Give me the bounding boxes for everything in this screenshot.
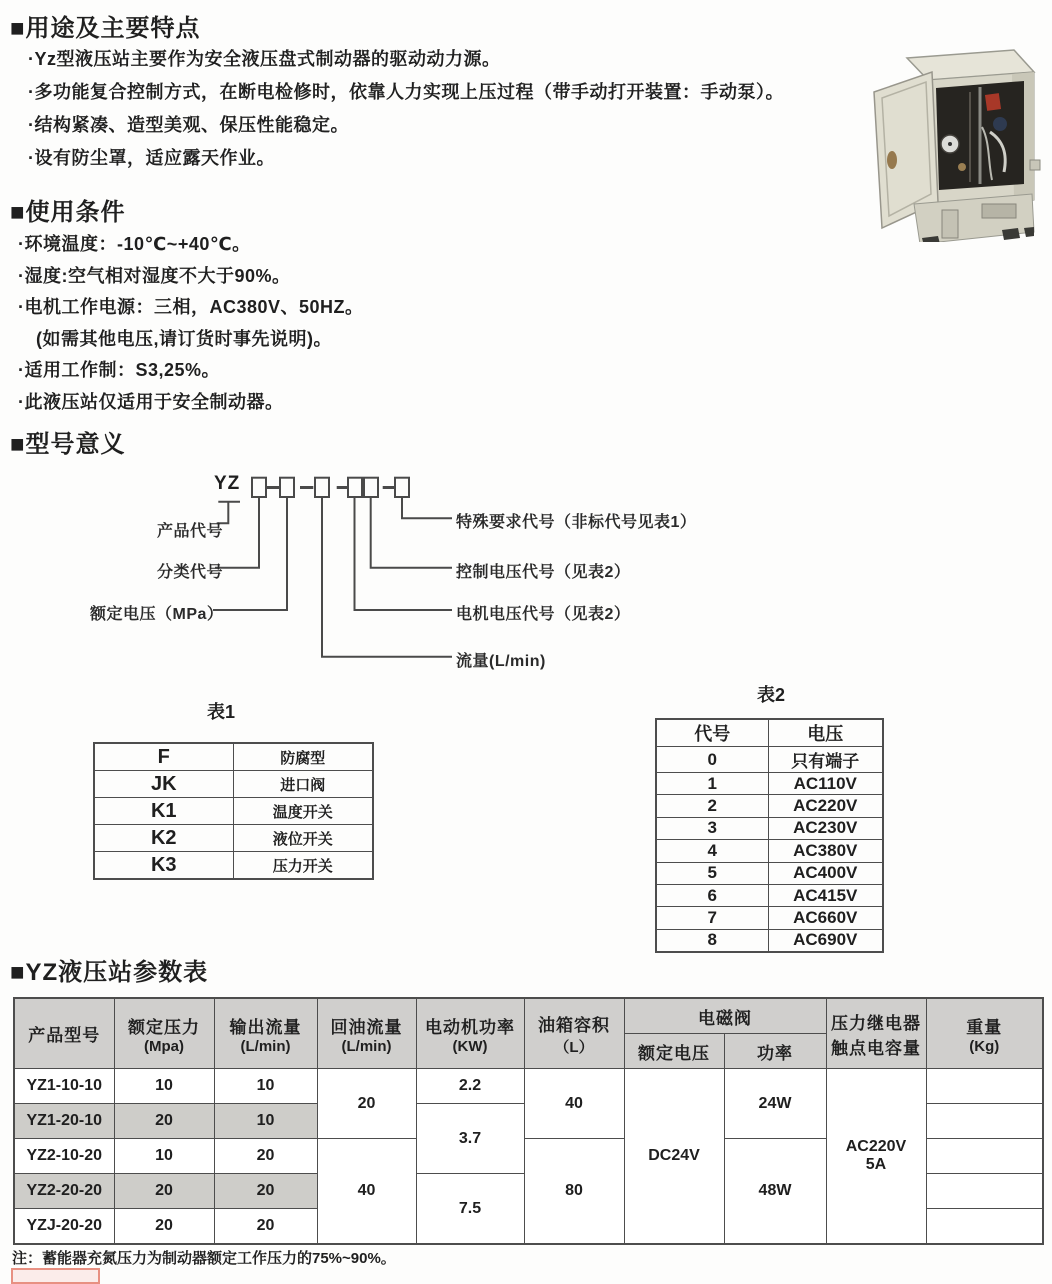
header-out-flow: 输出流量 (L/min) [214, 998, 317, 1069]
solenoid-power-cell: 24W [724, 1069, 826, 1139]
code-cell: 4 [656, 840, 768, 862]
return-flow-cell: 40 [317, 1139, 416, 1245]
pressure-cell: 20 [114, 1209, 214, 1245]
desc-cell: 防腐型 [233, 743, 373, 771]
condition-bullet: ·适用工作制：S3,25%。 [18, 360, 221, 380]
feature-bullet: ·Yz型液压站主要作为安全液压盘式制动器的驱动动力源。 [28, 49, 501, 69]
label-special-code: 特殊要求代号（非标代号见表1） [456, 514, 697, 531]
col-header: 代号 [656, 719, 768, 747]
tank-cell: 40 [524, 1069, 624, 1139]
code-cell: JK [94, 771, 233, 798]
header-relay: 压力继电器 触点电容量 [826, 998, 926, 1069]
model-cell: YZJ-20-20 [14, 1209, 114, 1245]
voltage-cell: AC400V [768, 862, 883, 884]
table-row [656, 795, 883, 817]
return-flow-cell: 20 [317, 1069, 416, 1139]
tank-cell: 80 [524, 1139, 624, 1245]
feature-bullet: ·结构紧凑、造型美观、保压性能稳定。 [28, 115, 349, 135]
condition-bullet: ·环境温度：-10℃~+40℃。 [18, 234, 251, 254]
table-row [656, 719, 883, 747]
table-row [94, 771, 373, 798]
table-note: 注：蓄能器充氮压力为制动器额定工作压力的75%~90%。 [12, 1250, 396, 1267]
section-title-model-meaning: ■型号意义 [10, 431, 126, 458]
code-cell: 1 [656, 773, 768, 795]
label-control-voltage-code: 控制电压代号（见表2） [456, 564, 631, 581]
desc-cell: 进口阀 [233, 771, 373, 798]
voltage-cell: AC110V [768, 773, 883, 795]
table-row [656, 862, 883, 884]
section-title-params: ■YZ液压站参数表 [10, 959, 209, 986]
model-cell: YZ2-20-20 [14, 1174, 114, 1209]
label-rated-pressure: 额定电压（MPa） [90, 606, 224, 623]
header-solenoid-power: 功率 [724, 1034, 826, 1069]
table-row [656, 907, 883, 929]
motor-power-cell: 2.2 [416, 1069, 524, 1104]
condition-bullet: ·湿度:空气相对湿度不大于90%。 [18, 266, 291, 286]
model-cell: YZ1-20-10 [14, 1104, 114, 1139]
section-title-features: ■用途及主要特点 [10, 15, 201, 42]
voltage-cell: AC690V [768, 929, 883, 952]
table-row [656, 817, 883, 839]
voltage-cell: AC380V [768, 840, 883, 862]
out-flow-cell: 20 [214, 1139, 317, 1174]
header-tank: 油箱容积 （L） [524, 998, 624, 1069]
code-cell: 3 [656, 817, 768, 839]
table-row [94, 743, 373, 771]
code-cell: 5 [656, 862, 768, 884]
weight-cell-empty [926, 1174, 1043, 1209]
label-flow: 流量(L/min) [456, 653, 546, 670]
relay-cell: AC220V 5A [826, 1069, 926, 1245]
table1-special-codes [93, 742, 374, 880]
solenoid-voltage-cell: DC24V [624, 1069, 724, 1245]
label-class-code: 分类代号 [157, 564, 224, 581]
voltage-cell: AC415V [768, 884, 883, 906]
out-flow-cell: 10 [214, 1104, 317, 1139]
header-solenoid-voltage: 额定电压 [624, 1034, 724, 1069]
table1-caption: 表1 [207, 702, 236, 722]
weight-cell-empty [926, 1104, 1043, 1139]
code-cell: 0 [656, 747, 768, 773]
table-row [656, 773, 883, 795]
table-row [14, 1069, 1043, 1104]
condition-bullet: ·此液压站仅适用于安全制动器。 [18, 392, 284, 412]
table-row [656, 840, 883, 862]
code-cell: K1 [94, 798, 233, 825]
code-cell: F [94, 743, 233, 771]
motor-power-cell: 3.7 [416, 1104, 524, 1174]
desc-cell: 压力开关 [233, 852, 373, 880]
header-weight: 重量 (Kg) [926, 998, 1043, 1069]
solenoid-power-cell: 48W [724, 1139, 826, 1245]
table-row [94, 852, 373, 880]
pressure-cell: 20 [114, 1174, 214, 1209]
voltage-cell: 只有端子 [768, 747, 883, 773]
pressure-cell: 20 [114, 1104, 214, 1139]
out-flow-cell: 20 [214, 1209, 317, 1245]
table-row [656, 884, 883, 906]
table-row [94, 825, 373, 852]
model-prefix: YZ [214, 473, 241, 494]
product-photo [862, 32, 1052, 242]
weight-cell-empty [926, 1069, 1043, 1104]
section-title-conditions: ■使用条件 [10, 199, 126, 226]
desc-cell: 温度开关 [233, 798, 373, 825]
model-cell: YZ2-10-20 [14, 1139, 114, 1174]
table2-caption: 表2 [757, 685, 786, 705]
header-pressure: 额定压力 (Mpa) [114, 998, 214, 1069]
feature-bullet: ·多功能复合控制方式，在断电检修时，依靠人力实现上压过程（带手动打开装置：手动泵）。 [28, 82, 784, 102]
condition-bullet: ·电机工作电源：三相，AC380V、50HZ。 [18, 297, 364, 317]
feature-bullet: ·设有防尘罩，适应露天作业。 [28, 148, 275, 168]
voltage-cell: AC220V [768, 795, 883, 817]
table-row [656, 747, 883, 773]
code-cell: 8 [656, 929, 768, 952]
motor-power-cell: 7.5 [416, 1174, 524, 1245]
voltage-cell: AC660V [768, 907, 883, 929]
code-cell: 7 [656, 907, 768, 929]
out-flow-cell: 20 [214, 1174, 317, 1209]
desc-cell: 液位开关 [233, 825, 373, 852]
code-cell: 2 [656, 795, 768, 817]
header-return-flow: 回油流量 (L/min) [317, 998, 416, 1069]
code-cell: 6 [656, 884, 768, 906]
model-code-diagram [0, 455, 720, 680]
table2-voltage-codes [655, 718, 884, 953]
code-cell: K2 [94, 825, 233, 852]
header-row [14, 998, 1043, 1034]
condition-bullet: (如需其他电压,请订货时事先说明)。 [36, 329, 332, 349]
table-row [656, 929, 883, 952]
params-table [13, 997, 1044, 1245]
header-motor-power: 电动机功率 (KW) [416, 998, 524, 1069]
pressure-cell: 10 [114, 1069, 214, 1104]
weight-cell-empty [926, 1209, 1043, 1245]
table-row [94, 798, 373, 825]
col-header: 电压 [768, 719, 883, 747]
weight-cell-empty [926, 1139, 1043, 1174]
header-product: 产品型号 [14, 998, 114, 1069]
pressure-cell: 10 [114, 1139, 214, 1174]
label-motor-voltage-code: 电机电压代号（见表2） [456, 606, 631, 623]
out-flow-cell: 10 [214, 1069, 317, 1104]
red-highlight-box-fragment [11, 1268, 100, 1284]
model-cell: YZ1-10-10 [14, 1069, 114, 1104]
label-product-code: 产品代号 [157, 523, 224, 540]
code-cell: K3 [94, 852, 233, 880]
header-solenoid: 电磁阀 [624, 998, 826, 1034]
voltage-cell: AC230V [768, 817, 883, 839]
